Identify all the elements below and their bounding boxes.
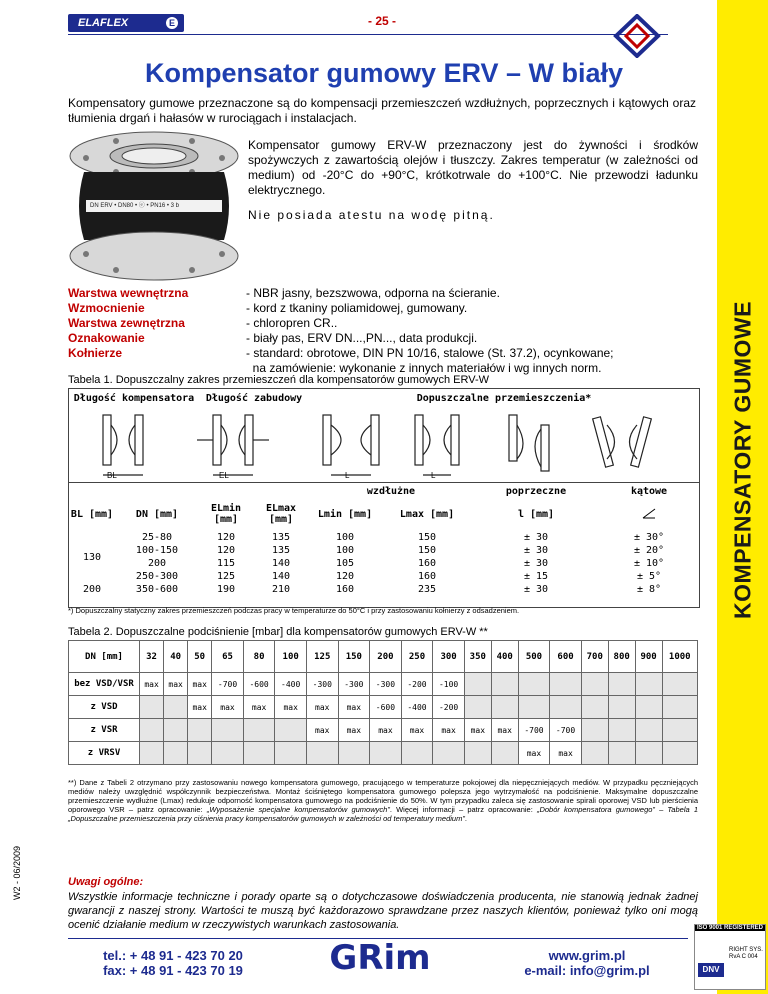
layer-descriptions (246, 286, 614, 376)
elaflex-logo (68, 14, 184, 32)
table1-cell: 105 (335, 558, 355, 569)
elaflex-e-icon: E (166, 17, 178, 29)
layer-label: Oznakowanie (68, 331, 145, 345)
header-lateral: poprzeczne (505, 485, 567, 497)
table2-cell: max (550, 742, 582, 765)
header-rule (68, 34, 668, 35)
table2-cell: -600 (243, 673, 275, 696)
layer-description: - biały pas, ERV DN...,PN..., data produkcji. (246, 331, 478, 345)
table1-cell: 200 (147, 558, 167, 569)
grim-diamond-icon (612, 14, 662, 58)
table2-body (69, 673, 698, 765)
table1-cell: 235 (417, 584, 437, 595)
dn-column-header: 80 (243, 641, 275, 673)
footer-contacts (68, 948, 278, 978)
dn-column-header: 100 (275, 641, 307, 673)
table2-cell: -400 (275, 673, 307, 696)
col-elmax: ELmax [mm] (265, 503, 297, 525)
table2-cell (338, 742, 370, 765)
table1-cell: ± 30 (523, 532, 549, 543)
table2-cell (550, 673, 582, 696)
table1-footnote: *) Dopuszczalny statyczny zakres przemieszczeń podczas pracy w temperaturze do 50°C i przy zastosowaniu kołnierzy z odsadzeniem. (68, 606, 520, 615)
table2-cell (188, 719, 212, 742)
table2-cell (212, 719, 244, 742)
table1-cell: ± 30° (633, 532, 665, 543)
table2-cell: -700 (550, 719, 582, 742)
dn-column-header: 65 (212, 641, 244, 673)
col-l: l [mm] (517, 508, 555, 520)
table2-cell (518, 673, 550, 696)
angle-icon (641, 507, 657, 519)
layer-description: - NBR jasny, bezszwowa, odporna na ścieranie. (246, 286, 500, 300)
dim-el-label: EL (219, 471, 229, 480)
table2-cell: -300 (338, 673, 370, 696)
bl-cell: 200 (82, 584, 102, 595)
table1-cell: 120 (216, 545, 236, 556)
table2-cell: max (188, 673, 212, 696)
table2-cell (608, 673, 635, 696)
table1-spacer (69, 485, 309, 497)
table2-cell: max (338, 719, 370, 742)
table2-cell (433, 742, 465, 765)
table1-grid (69, 485, 699, 596)
table1-header-length: Długość kompensatora (73, 393, 195, 404)
footer-fax: fax: + 48 91 - 423 70 19 (103, 963, 243, 978)
dn-column-header: 700 (581, 641, 608, 673)
grim-logo: GRim (329, 938, 431, 978)
dim-l-label: L (345, 471, 350, 480)
table2-cell (140, 696, 164, 719)
table1-cell: ± 20° (633, 545, 665, 556)
table2-cell (635, 742, 662, 765)
table1-header-install: Długość zabudowy (205, 393, 303, 404)
table2-row (69, 719, 698, 742)
table2-cell (464, 742, 491, 765)
side-label: KOMPENSATORY GUMOWE (729, 301, 756, 619)
table2-cell: -100 (433, 673, 465, 696)
header-angular: kątowe (630, 485, 668, 497)
table1-cell: 120 (216, 532, 236, 543)
table2-cell (581, 742, 608, 765)
table2-cell (581, 673, 608, 696)
dn-header: DN [mm] (69, 641, 140, 673)
layer-label: Wzmocnienie (68, 301, 145, 315)
table1-cell: 25-80 (141, 532, 173, 543)
table2-row (69, 742, 698, 765)
table2-cell: max (306, 696, 338, 719)
col-bl: BL [mm] (70, 508, 114, 520)
dn-column-header: 350 (464, 641, 491, 673)
table2-cell: max (306, 719, 338, 742)
iso-title: ISO 9001 REGISTERED (696, 925, 764, 931)
dn-column-header: 800 (608, 641, 635, 673)
table2-cell: -200 (433, 696, 465, 719)
table2-cell (464, 696, 491, 719)
table2-cell (662, 742, 697, 765)
table2-cell (608, 742, 635, 765)
table1-caption: Tabela 1. Dopuszczalny zakres przemieszczeń dla kompensatorów gumowych ERV-W (68, 374, 490, 386)
table2-cell (662, 719, 697, 742)
table1-cell: 250-300 (135, 571, 179, 582)
table1-cell: 135 (271, 545, 291, 556)
table1-cell: ± 15 (523, 571, 549, 582)
dn-column-header: 50 (188, 641, 212, 673)
table2-row (69, 673, 698, 696)
row-label: z VRSV (69, 742, 140, 765)
table1 (68, 388, 700, 608)
dn-column-header: 150 (338, 641, 370, 673)
table1-cell: ± 10° (633, 558, 665, 569)
table1-cell: 100-150 (135, 545, 179, 556)
elaflex-logo-text: ELAFLEX (78, 17, 129, 29)
table2-cell (212, 742, 244, 765)
table2-cell (550, 696, 582, 719)
table2-cell (491, 742, 518, 765)
page-title: Kompensator gumowy ERV – W biały (144, 58, 624, 88)
table2-header-row (69, 641, 698, 673)
table2-cell (401, 742, 433, 765)
dim-l-label: L (431, 471, 436, 480)
table2-cell (581, 719, 608, 742)
col-angle (599, 497, 699, 531)
dn-column-header: 1000 (662, 641, 697, 673)
bl-cell: 130 (82, 551, 102, 563)
layer-description: - standard: obrotowe, DIN PN 10/16, stalowe (St. 37.2), ocynkowane; (246, 346, 614, 360)
page-number: - 25 - (367, 14, 396, 28)
table2-cell (635, 673, 662, 696)
table2-cell: -300 (370, 673, 402, 696)
table2-cell: max (491, 719, 518, 742)
table1-body (69, 531, 699, 596)
table2-cell (635, 696, 662, 719)
table2-cell (464, 673, 491, 696)
table2-cell: max (370, 719, 402, 742)
dn-column-header: 900 (635, 641, 662, 673)
table1-cell: ± 30 (523, 584, 549, 595)
notes-text: Wszystkie informacje techniczne i porady oparte są o dotychczasowe doświadczenia producenta, nie stanowią jednak żadnej gwarancji z naszej strony. Wartości te muszą być każdorazowo sprawdzane przez naszych klientów, ponieważ tylko oni mogą ocenić działanie medium w rzeczywistych warunkach zastosowania. (68, 891, 698, 931)
table1-cell: ± 30 (523, 545, 549, 556)
table2-cell (243, 742, 275, 765)
table1-cell: 140 (271, 571, 291, 582)
col-elmin: ELmin [mm] (210, 503, 242, 525)
dn-column-header: 250 (401, 641, 433, 673)
dnv-badge: DNV (698, 963, 724, 977)
table2-footnote-lead: **) Dane z Tabeli 2 otrzymano przy zastosowaniu nowego kompensatora gumowego, pracującego w temperaturze pokojowej dla niepęczniejących mediów. W przypadku pęczniejących mediów należy uwzględnić współczynnik bezpieczeństwa. Montaż ściśniętego kompensatora gumowego polepsza jego wytrzymałość na podciśnienie. Maksymalne dopuszczalne przemieszczenie wydłużne (Lmax) redukuje odporność kompensatora gumowego na podciśnienie do 50%. W tym przypadku zaleca się zastosowanie spirali oporowej VSD lub pierścienia oporowego VSR – patrz opracowanie: (68, 778, 698, 814)
col-lmin: Lmin [mm] (317, 508, 373, 520)
no-attest-note: Nie posiada atestu na wodę pitną. (248, 208, 495, 222)
table2-cell: -700 (518, 719, 550, 742)
table2-cell: max (140, 673, 164, 696)
dn-column-header: 300 (433, 641, 465, 673)
table1-cell: ± 30 (523, 558, 549, 569)
table1-cell: 100 (335, 545, 355, 556)
table1-cell: 120 (335, 571, 355, 582)
table2-caption: Tabela 2. Dopuszczalne podciśnienie [mbar] dla kompensatorów gumowych ERV-W ** (68, 626, 488, 638)
table1-cell: 100 (335, 532, 355, 543)
row-label: z VSD (69, 696, 140, 719)
table2-cell: max (164, 673, 188, 696)
table2-cell (140, 719, 164, 742)
footer-www[interactable]: www.grim.pl (548, 948, 626, 963)
dn-column-header: 32 (140, 641, 164, 673)
table2-cell (491, 696, 518, 719)
table2-cell: -200 (401, 673, 433, 696)
revision-label: W2 - 06/2009 (12, 845, 22, 900)
table2-cell: -600 (370, 696, 402, 719)
layer-labels (68, 286, 188, 361)
footer-web (494, 948, 680, 978)
table1-drawings (79, 411, 691, 481)
row-label: z VSR (69, 719, 140, 742)
table1-cell: ± 5° (636, 571, 662, 582)
table1-cell: 125 (216, 571, 236, 582)
table1-row (69, 531, 699, 544)
table2-cell (608, 696, 635, 719)
table1-cell: 150 (417, 545, 437, 556)
table2-cell (188, 742, 212, 765)
table2-cell: -700 (212, 673, 244, 696)
table1-cell: 150 (417, 532, 437, 543)
table1-cell: 160 (417, 558, 437, 569)
row-label: bez VSD/VSR (69, 673, 140, 696)
table2-cell (518, 696, 550, 719)
intro-text: Kompensatory gumowe przeznaczone są do kompensacji przemieszczeń wzdłużnych, poprzecznych i kątowych oraz tłumienia drgań i hałasów w rurociągach i instalacjach. (68, 96, 696, 125)
table1-cell: 350-600 (135, 584, 179, 595)
table2-cell (275, 719, 307, 742)
table2-cell: -300 (306, 673, 338, 696)
table2-cell: max (243, 696, 275, 719)
table2-cell (164, 696, 188, 719)
header-axial: wzdłużne (366, 485, 416, 497)
table1-row (69, 544, 699, 557)
table2-cell (581, 696, 608, 719)
rva-mark: RIGHT SYS. RvA C 004 (729, 947, 763, 960)
table2-cell: max (401, 719, 433, 742)
footer-email[interactable]: e-mail: info@grim.pl (524, 963, 650, 978)
table2-row (69, 696, 698, 719)
table2-footnote-ref1: „Wyposażenie specjalne kompensatorów gumowych” (206, 805, 390, 814)
table2-cell (164, 742, 188, 765)
table1-row (69, 570, 699, 583)
table1-row (69, 557, 699, 570)
dn-column-header: 200 (370, 641, 402, 673)
table1-cell: 210 (271, 584, 291, 595)
table2-footnote (68, 778, 698, 823)
table2-cell: max (433, 719, 465, 742)
table1-cell: 160 (335, 584, 355, 595)
table2-footnote-mid: . Więcej informacji – patrz opracowanie: (389, 805, 533, 814)
table2-cell (662, 673, 697, 696)
dn-column-header: 500 (518, 641, 550, 673)
compensator-print: DN ERV • DN80 • ⓔ • PN16 • 3 b (90, 203, 179, 209)
layer-label: Kołnierze (68, 346, 123, 360)
table2-cell: max (338, 696, 370, 719)
table2-cell (306, 742, 338, 765)
table1-row (69, 583, 699, 596)
dn-column-header: 600 (550, 641, 582, 673)
table1-cell: 160 (417, 571, 437, 582)
layer-description: na zamówienie: wykonanie z innych materiałów i wg innych norm. (246, 361, 602, 375)
col-dn: DN [mm] (135, 508, 179, 520)
table1-header-displacement: Dopuszczalne przemieszczenia* (416, 393, 592, 404)
product-description: Kompensator gumowy ERV-W przeznaczony jest do żywności i środków spożywczych z zawartością olejów i tłuszczy. Zakres temperatur (w zależności od medium) od -20°C do +90°C, krótkotrwale do +100°C. Nie przewodzi ładunku elektrycznego. (248, 138, 698, 197)
table2-footnote-end: . (464, 814, 467, 823)
table2-cell (164, 719, 188, 742)
notes-title: Uwagi ogólne: (68, 876, 144, 888)
dim-bl-label: BL (107, 471, 117, 480)
table2-cell (370, 742, 402, 765)
table1-cell: 190 (216, 584, 236, 595)
footer-phone: tel.: + 48 91 - 423 70 20 (103, 948, 243, 963)
table2-cell: max (212, 696, 244, 719)
table2-cell (491, 673, 518, 696)
table2-cell: max (188, 696, 212, 719)
layer-label: Warstwa wewnętrzna (68, 286, 189, 300)
iso-certificate (694, 924, 766, 990)
dn-column-header: 400 (491, 641, 518, 673)
layer-description: - chloropren CR.. (246, 316, 338, 330)
table1-cell: ± 8° (636, 584, 662, 595)
table2-cell: max (518, 742, 550, 765)
table2-cell (662, 696, 697, 719)
table1-cell: 115 (216, 558, 236, 569)
table2-footnote-ref2: „Dobór kompensatora gumowego” – Tabela 1 „Dopuszczalne przemieszczenia przy ciśnienia pracy kompensatorów gumowych w zależności od temperatury medium” (68, 805, 698, 823)
table1-cell: 135 (271, 532, 291, 543)
table2-cell: max (275, 696, 307, 719)
layer-description: - kord z tkaniny poliamidowej, gumowany. (246, 301, 468, 315)
table2 (68, 640, 698, 765)
table2-cell: -400 (401, 696, 433, 719)
table2-cell (635, 719, 662, 742)
dn-column-header: 40 (164, 641, 188, 673)
table2-cell (243, 719, 275, 742)
col-lmax: Lmax [mm] (399, 508, 455, 520)
table1-cell: 140 (271, 558, 291, 569)
table2-cell (140, 742, 164, 765)
table1-divider (69, 482, 699, 483)
layer-label: Warstwa zewnętrzna (68, 316, 185, 330)
table2-cell (275, 742, 307, 765)
dn-column-header: 125 (306, 641, 338, 673)
table2-cell: max (464, 719, 491, 742)
table2-cell (608, 719, 635, 742)
